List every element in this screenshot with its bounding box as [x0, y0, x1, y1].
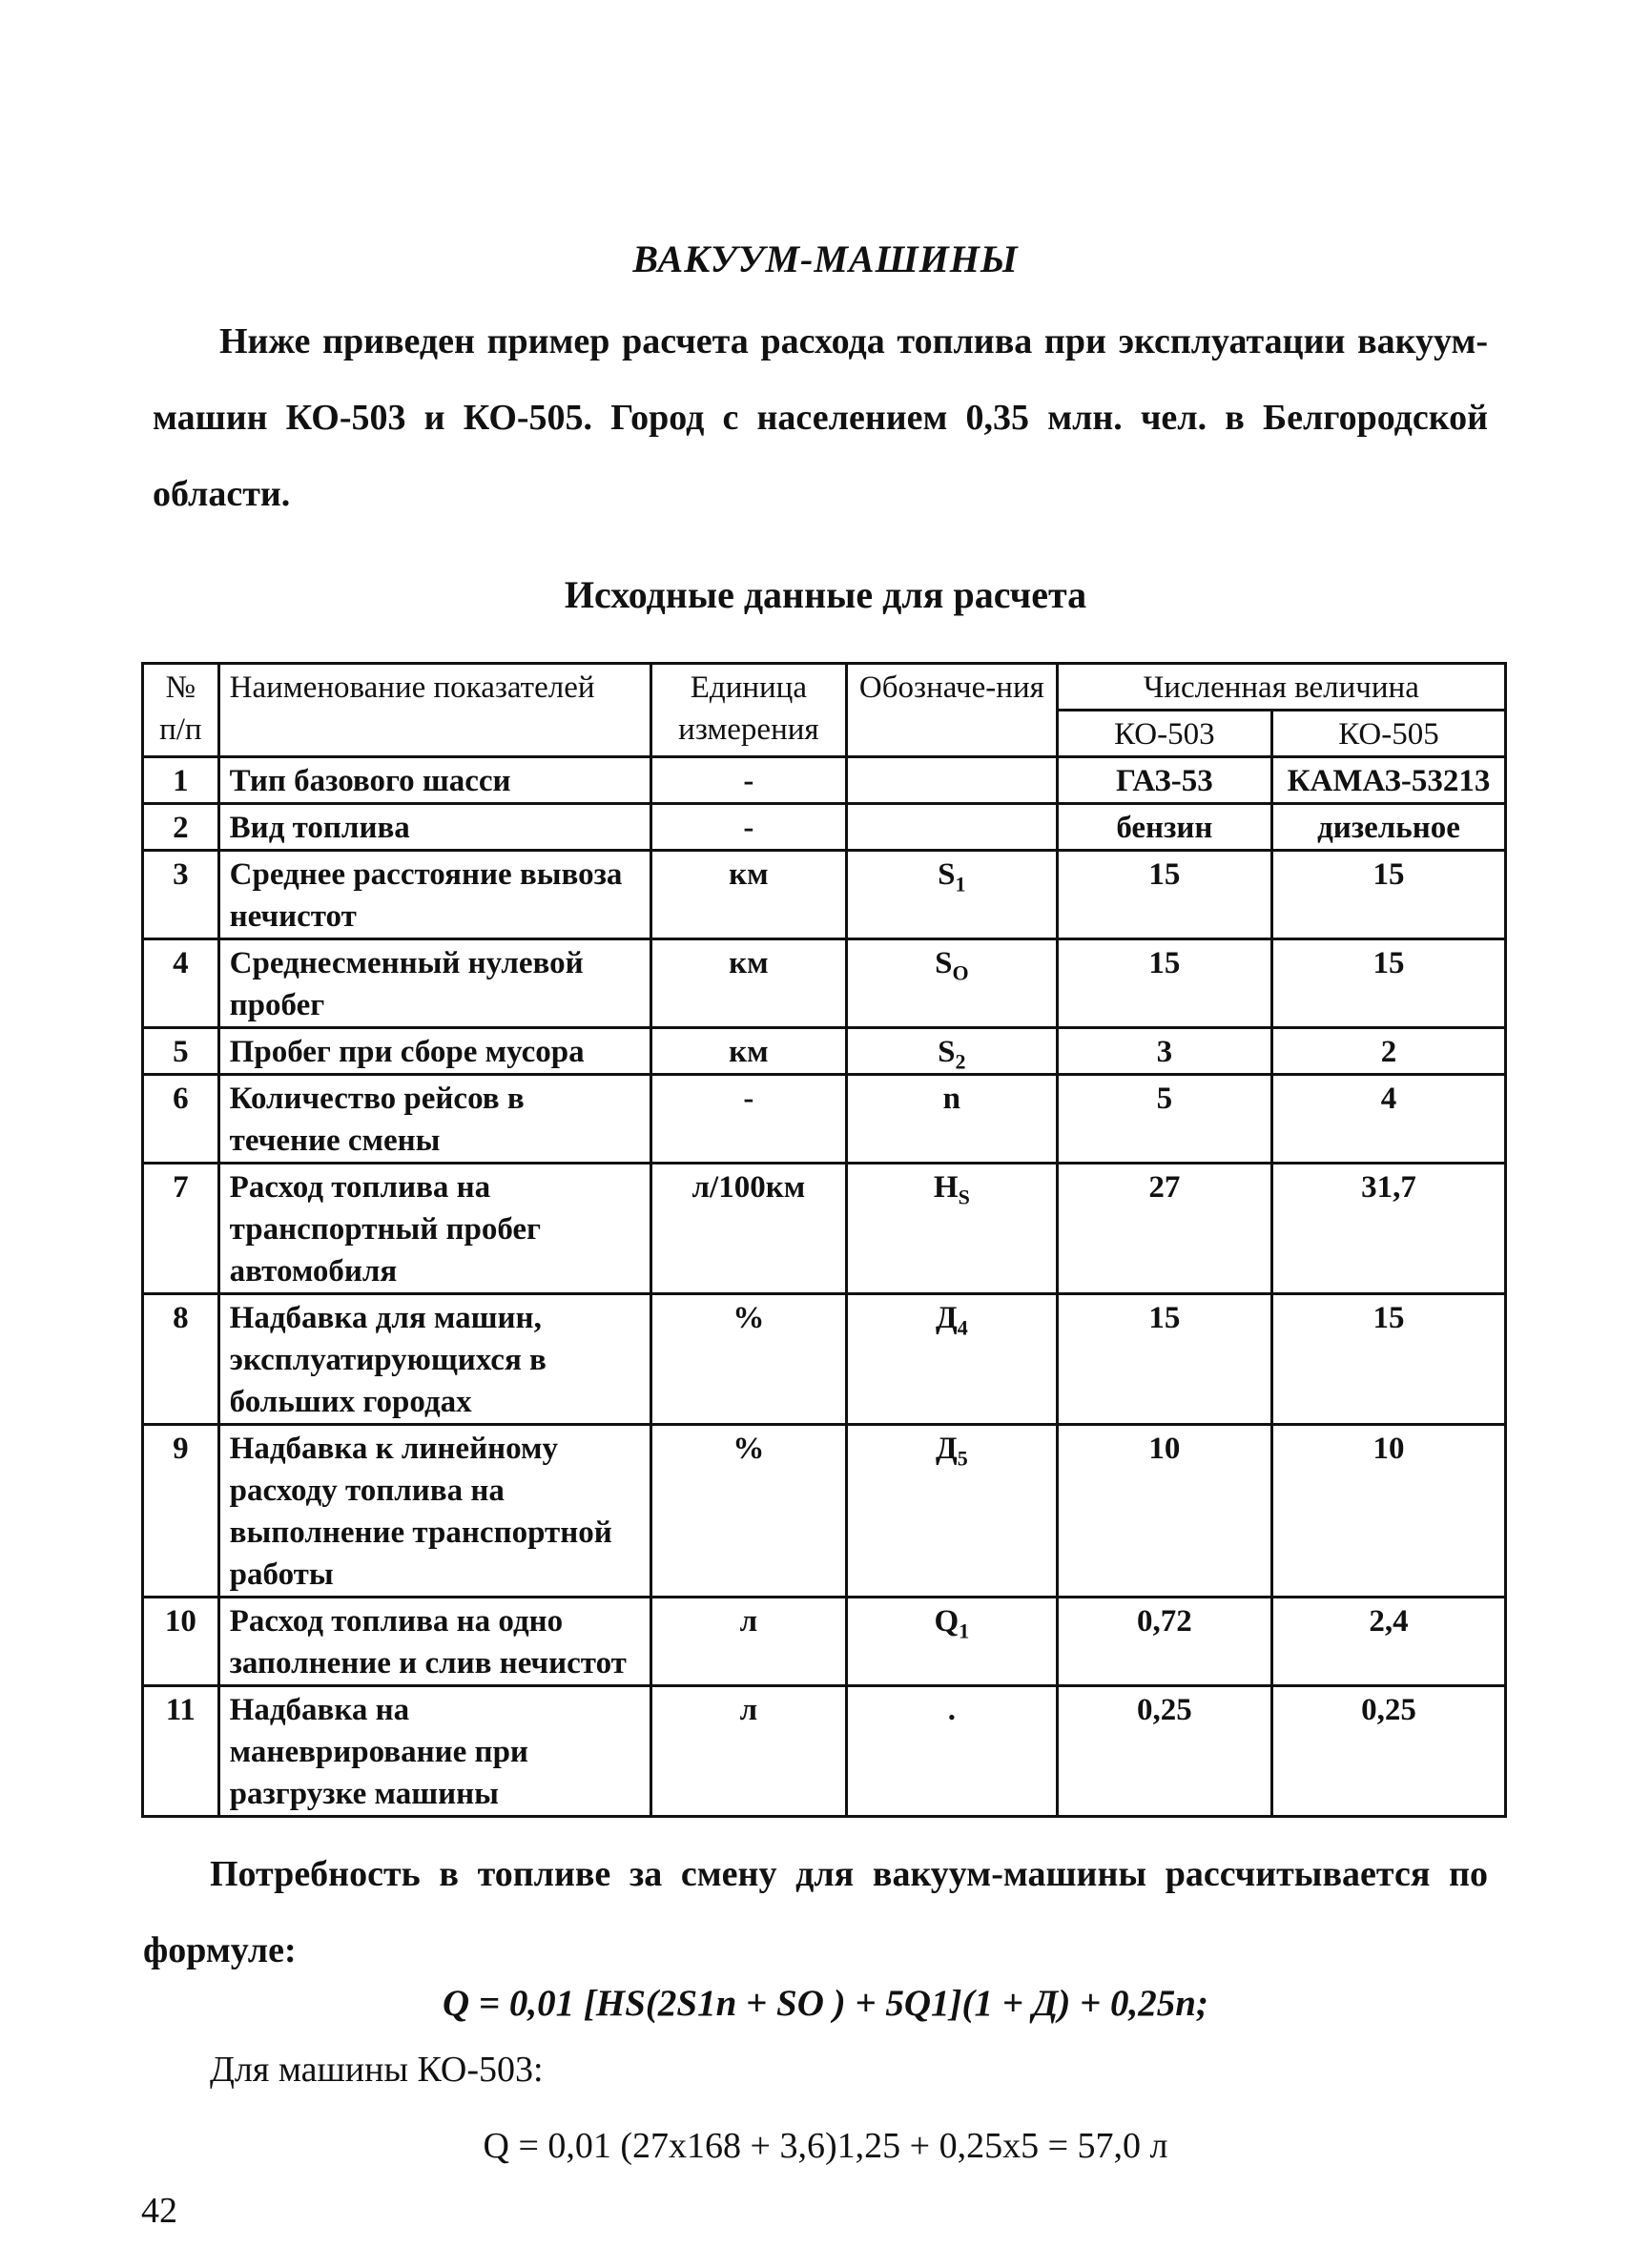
row-unit: %	[650, 1294, 846, 1425]
row-unit: л/100км	[650, 1164, 846, 1294]
header-unit	[650, 664, 846, 757]
section-title: ВАКУУМ-МАШИНЫ	[632, 237, 1019, 280]
row-name: Расход топлива на одно заполнение и слив нечистот	[218, 1598, 650, 1686]
row-unit: -	[650, 757, 846, 804]
calc-label: Для машины КО-503:	[210, 2050, 544, 2090]
header-ko503: КО-503	[1057, 711, 1271, 757]
table-row	[143, 804, 1506, 851]
header-ko505: КО-505	[1271, 711, 1505, 757]
row-symbol	[846, 1028, 1057, 1075]
symbol-main: Q	[934, 1604, 960, 1639]
row-symbol	[846, 939, 1057, 1028]
fuel-formula	[0, 1982, 1651, 2025]
symbol-main: Д	[935, 1432, 958, 1466]
symbol-subscript: 4	[957, 1315, 968, 1340]
row-value-ko505: 0,25	[1271, 1686, 1505, 1817]
table-body	[143, 757, 1506, 1817]
row-value-ko505: 15	[1271, 1294, 1505, 1425]
symbol-main: n	[942, 1082, 961, 1116]
row-num: 5	[143, 1028, 219, 1075]
formula-text: Q = 0,01 [HS(2S1n + SO ) + 5Q1](1 + Д) + 0,25n;	[443, 1983, 1208, 2024]
table-title: Исходные данные для расчета	[564, 573, 1087, 616]
symbol-subscript: S	[958, 1185, 970, 1209]
row-value-ko503: 15	[1057, 851, 1271, 939]
row-num: 6	[143, 1075, 219, 1164]
row-value-ko503: 10	[1057, 1425, 1271, 1598]
row-name: Среднее расстояние вывоза нечистот	[218, 851, 650, 939]
header-symbol	[846, 664, 1057, 757]
row-num: 4	[143, 939, 219, 1028]
symbol-main: S	[935, 946, 953, 980]
row-symbol	[846, 1598, 1057, 1686]
row-value-ko505: 15	[1271, 939, 1505, 1028]
row-num: 10	[143, 1598, 219, 1686]
header-num: № п/п	[143, 664, 219, 757]
header-value-group: Численная величина	[1057, 664, 1505, 711]
row-value-ko503: 5	[1057, 1075, 1271, 1164]
table-row	[143, 1598, 1506, 1686]
row-name: Тип базового шасси	[218, 757, 650, 804]
symbol-main: S	[938, 1035, 956, 1069]
symbol-main: S	[938, 857, 956, 892]
row-value-ko505: 2	[1271, 1028, 1505, 1075]
header-unit-label: Единица измерения	[678, 670, 819, 747]
need-paragraph: Потребность в топливе за смену для вакуум-машины рассчитывается по формуле:	[143, 1854, 1488, 1970]
row-name: Надбавка к линейному расходу топлива на выполнение транспортной работы	[218, 1425, 650, 1598]
row-unit: км	[650, 851, 846, 939]
row-symbol	[846, 804, 1057, 851]
header-name: Наименование показателей	[218, 664, 650, 757]
row-value-ko503: ГАЗ-53	[1057, 757, 1271, 804]
row-num: 7	[143, 1164, 219, 1294]
table-row	[143, 939, 1506, 1028]
row-value-ko505: 10	[1271, 1425, 1505, 1598]
row-value-ko505: 2,4	[1271, 1598, 1505, 1686]
source-data-table	[141, 662, 1507, 1818]
row-symbol	[846, 757, 1057, 804]
table-row	[143, 757, 1506, 804]
row-unit: %	[650, 1425, 846, 1598]
row-value-ko503: 0,25	[1057, 1686, 1271, 1817]
row-symbol	[846, 851, 1057, 939]
row-symbol	[846, 1164, 1057, 1294]
calc-result: Q = 0,01 (27x168 + 3,6)1,25 + 0,25x5 = 57,0 л	[483, 2126, 1168, 2166]
table-row	[143, 1164, 1506, 1294]
row-num: 1	[143, 757, 219, 804]
table-row	[143, 1075, 1506, 1164]
row-name: Среднесменный нулевой пробег	[218, 939, 650, 1028]
symbol-subscript: 2	[955, 1049, 966, 1074]
table-row	[143, 1294, 1506, 1425]
row-symbol	[846, 1075, 1057, 1164]
row-value-ko503: 27	[1057, 1164, 1271, 1294]
row-value-ko505: дизельное	[1271, 804, 1505, 851]
row-value-ko505: 31,7	[1271, 1164, 1505, 1294]
row-name: Надбавка для машин, эксплуатирующихся в больших городах	[218, 1294, 650, 1425]
row-value-ko503: 0,72	[1057, 1598, 1271, 1686]
row-unit: км	[650, 1028, 846, 1075]
row-num: 2	[143, 804, 219, 851]
intro-paragraph: Ниже приведен пример расчета расхода топлива при эксплуатации вакуум-машин КО-503 и КО-505. Город с населением 0,35 млн. чел. в Белгородской области.	[153, 321, 1488, 514]
row-symbol	[846, 1425, 1057, 1598]
page-number: 42	[141, 2191, 177, 2231]
row-value-ko505: 4	[1271, 1075, 1505, 1164]
row-value-ko503: 3	[1057, 1028, 1271, 1075]
row-name: Вид топлива	[218, 804, 650, 851]
row-value-ko503: 15	[1057, 939, 1271, 1028]
row-name: Пробег при сборе мусора	[218, 1028, 650, 1075]
row-num: 9	[143, 1425, 219, 1598]
row-num: 3	[143, 851, 219, 939]
row-name: Количество рейсов в течение смены	[218, 1075, 650, 1164]
row-unit: -	[650, 804, 846, 851]
row-unit: л	[650, 1598, 846, 1686]
table-row	[143, 1686, 1506, 1817]
row-name: Надбавка на маневрирование при разгрузке машины	[218, 1686, 650, 1817]
symbol-main: Д	[935, 1301, 958, 1335]
row-value-ko505: 15	[1271, 851, 1505, 939]
row-name: Расход топлива на транспортный пробег автомобиля	[218, 1164, 650, 1294]
row-unit: л	[650, 1686, 846, 1817]
row-unit: -	[650, 1075, 846, 1164]
row-symbol	[846, 1294, 1057, 1425]
row-value-ko503: бензин	[1057, 804, 1271, 851]
row-value-ko505: КАМАЗ-53213	[1271, 757, 1505, 804]
row-num: 11	[143, 1686, 219, 1817]
symbol-subscript: O	[952, 960, 969, 985]
row-num: 8	[143, 1294, 219, 1425]
symbol-main: .	[947, 1693, 956, 1727]
row-symbol	[846, 1686, 1057, 1817]
table-row	[143, 1425, 1506, 1598]
symbol-subscript: 5	[957, 1446, 968, 1471]
symbol-subscript: 1	[959, 1619, 970, 1643]
symbol-main: H	[933, 1170, 959, 1205]
row-value-ko503: 15	[1057, 1294, 1271, 1425]
table-header-row	[143, 664, 1506, 711]
header-symbol-label: Обозначе-ния	[858, 670, 1044, 705]
row-unit: км	[650, 939, 846, 1028]
table-row	[143, 851, 1506, 939]
table-row	[143, 1028, 1506, 1075]
symbol-subscript: 1	[955, 872, 966, 897]
